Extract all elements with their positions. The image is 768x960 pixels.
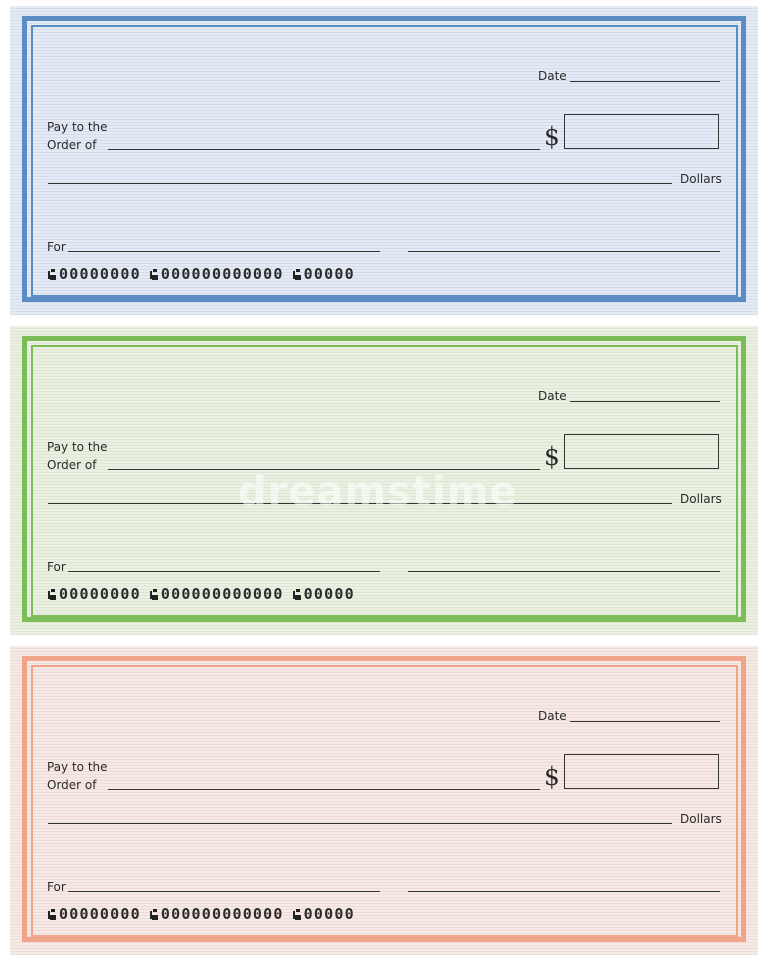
routing-number: 00000000 [59,905,141,923]
amount-words-line[interactable] [48,823,672,824]
routing-number: 00000000 [59,585,141,603]
pay-to-label: Pay to the [47,120,108,134]
transit-symbol-icon [48,588,57,601]
signature-line[interactable] [408,571,720,572]
transit-symbol-icon [293,268,302,281]
payee-line[interactable] [108,149,540,150]
transit-symbol-icon [48,908,57,921]
watermark-logo: dreamstime [238,469,518,515]
payee-line[interactable] [108,789,540,790]
transit-symbol-icon [150,588,159,601]
memo-line[interactable] [68,571,380,572]
blank-check-green [10,326,758,635]
order-of-label: Order of [47,778,97,792]
micr-line [48,585,355,603]
micr-line [48,905,355,923]
order-of-label: Order of [47,138,97,152]
dollar-sign: $ [544,442,560,471]
transit-symbol-icon [293,908,302,921]
dollar-sign: $ [544,122,560,151]
dollars-label: Dollars [680,492,722,506]
account-number: 000000000000 [160,585,284,603]
date-label: Date [538,389,567,403]
amount-box[interactable] [564,754,719,789]
signature-line[interactable] [408,891,720,892]
transit-symbol-icon [150,268,159,281]
blank-check-salmon [10,646,758,955]
account-number: 000000000000 [160,905,284,923]
dollars-label: Dollars [680,172,722,186]
signature-line[interactable] [408,251,720,252]
account-number: 000000000000 [160,265,284,283]
memo-label: For [47,240,66,254]
transit-symbol-icon [293,588,302,601]
check-inner-border [31,25,738,297]
order-of-label: Order of [47,458,97,472]
transit-symbol-icon [150,908,159,921]
date-line[interactable] [570,81,720,82]
dollars-label: Dollars [680,812,722,826]
routing-number: 00000000 [59,265,141,283]
date-line[interactable] [570,721,720,722]
amount-words-line[interactable] [48,183,672,184]
check-number: 00000 [303,905,355,923]
memo-line[interactable] [68,891,380,892]
date-line[interactable] [570,401,720,402]
amount-box[interactable] [564,114,719,149]
memo-line[interactable] [68,251,380,252]
dollar-sign: $ [544,762,560,791]
blank-check-blue [10,6,758,315]
amount-box[interactable] [564,434,719,469]
check-number: 00000 [303,265,355,283]
memo-label: For [47,560,66,574]
date-label: Date [538,69,567,83]
check-inner-border [31,665,738,937]
memo-label: For [47,880,66,894]
check-number: 00000 [303,585,355,603]
transit-symbol-icon [48,268,57,281]
pay-to-label: Pay to the [47,760,108,774]
date-label: Date [538,709,567,723]
pay-to-label: Pay to the [47,440,108,454]
micr-line [48,265,355,283]
